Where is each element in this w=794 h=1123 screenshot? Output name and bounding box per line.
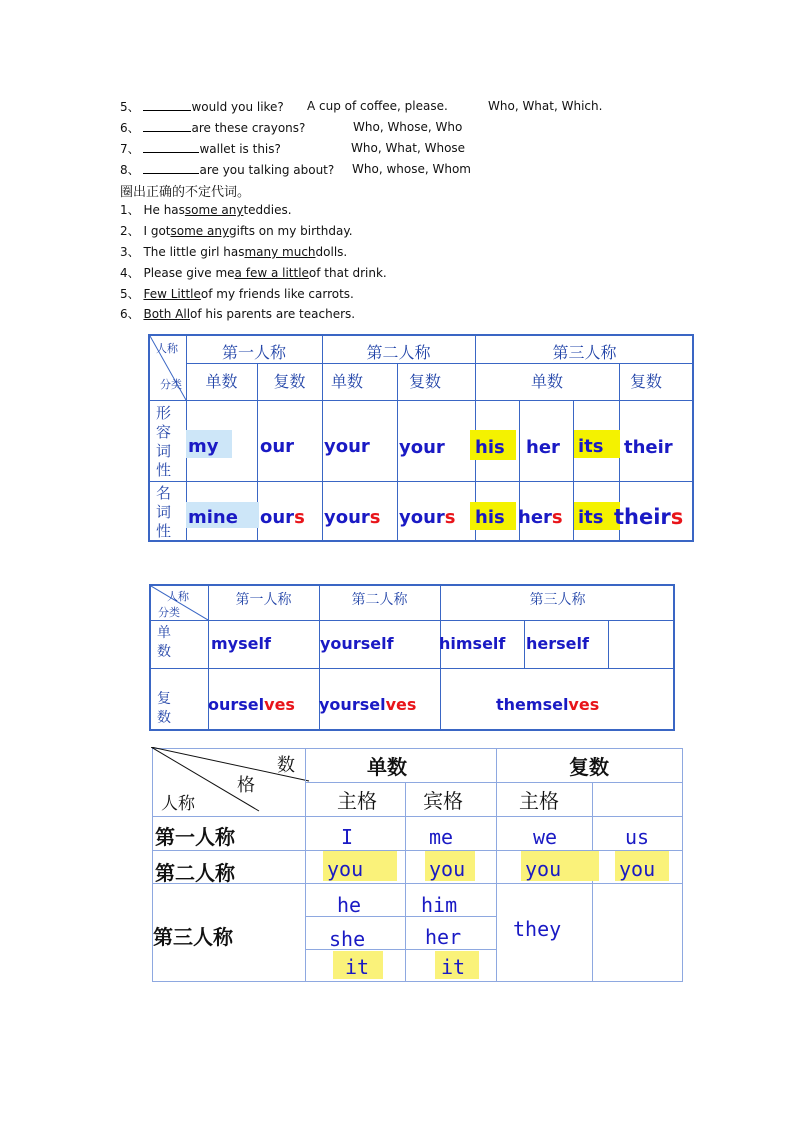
header-singular: 单数 (205, 372, 238, 391)
header-singular: 单数 (367, 755, 407, 779)
corner-number-label: 数 (277, 755, 295, 776)
indef-item (120, 202, 292, 218)
reflexive-yourselves: yourselves (319, 695, 417, 714)
reflexive-themselves: themselves (496, 695, 600, 714)
noun-ours: ours (260, 507, 305, 528)
pronoun-us: us (625, 825, 650, 849)
question-text: wallet is this? (199, 142, 281, 156)
item-choice[interactable]: Both All (143, 307, 191, 321)
question-text: would you like? (191, 100, 284, 114)
noun-yours: yours (324, 507, 381, 528)
adj-your: your (324, 436, 370, 457)
row-first-person: 第一人称 (155, 825, 235, 849)
corner-top-label: 人称 (156, 342, 178, 355)
header-third-person: 第三人称 (552, 343, 617, 362)
question-options: Who, What, Which. (488, 99, 603, 113)
personal-pronoun-table (152, 748, 683, 982)
question-8 (120, 161, 471, 177)
pronoun-you-subj: you (327, 857, 364, 881)
item-number: 1、 (120, 203, 140, 217)
item-pre: The little girl has (143, 245, 245, 259)
pronoun-we: we (533, 825, 558, 849)
adj-their: their (624, 437, 673, 458)
question-7 (120, 140, 466, 156)
row-third-person: 第三人称 (153, 925, 233, 949)
header-singular: 单数 (530, 372, 563, 391)
item-post: of his parents are teachers. (190, 307, 356, 321)
pronoun-it-obj: it (441, 955, 466, 979)
answer-blank[interactable] (143, 140, 199, 153)
question-answer: A cup of coffee, please. (307, 99, 448, 113)
header-subject-case-plural: 主格 (519, 789, 559, 813)
item-choice[interactable]: some any (170, 224, 230, 238)
indef-item (120, 223, 353, 239)
corner-bottom-label: 分类 (160, 378, 182, 391)
adj-her: her (526, 437, 560, 458)
possessive-table (148, 334, 694, 542)
item-post: teddies. (243, 203, 292, 217)
answer-blank[interactable] (143, 161, 199, 174)
adj-its: its (578, 436, 604, 457)
question-5 (120, 98, 603, 114)
pronoun-you-plural-obj: you (619, 857, 656, 881)
noun-mine: mine (188, 507, 238, 528)
item-number: 6、 (120, 307, 140, 321)
answer-blank[interactable] (143, 98, 191, 111)
pronoun-it-subj: it (345, 955, 370, 979)
question-options: Who, whose, Whom (352, 162, 471, 176)
item-post: of my friends like carrots. (200, 287, 354, 301)
header-plural: 复数 (629, 372, 662, 391)
noun-hers: hers (518, 507, 563, 528)
row-label-plural: 复 数 (157, 691, 171, 726)
item-choice[interactable]: some any (184, 203, 244, 217)
indef-item (120, 286, 354, 302)
reflexive-table (149, 584, 675, 731)
item-pre: I got (143, 224, 171, 238)
indef-item (120, 306, 355, 322)
section-heading: 圈出正确的不定代词。 (120, 185, 251, 200)
question-number: 8、 (120, 163, 140, 177)
header-first-person: 第一人称 (235, 592, 292, 608)
pronoun-you-obj: you (429, 857, 466, 881)
header-subject-case: 主格 (337, 789, 377, 813)
header-first-person: 第一人称 (221, 343, 286, 362)
row-label-noun: 名 词 性 (156, 484, 172, 540)
header-plural: 复数 (273, 372, 306, 391)
question-number: 5、 (120, 100, 140, 114)
item-choice[interactable]: many much (244, 245, 316, 259)
item-number: 4、 (120, 266, 140, 280)
row-label-singular: 单 数 (157, 625, 171, 660)
header-second-person: 第二人称 (366, 343, 431, 362)
row-second-person: 第二人称 (155, 861, 235, 885)
pronoun-me: me (429, 825, 454, 849)
corner-person-label: 人称 (161, 794, 195, 814)
item-number: 3、 (120, 245, 140, 259)
reflexive-herself: herself (526, 634, 589, 653)
noun-theirs: theirs (614, 505, 684, 529)
answer-blank[interactable] (143, 119, 191, 132)
adj-your-plural: your (399, 437, 445, 458)
pronoun-I: I (341, 825, 354, 849)
corner-bottom-label: 分类 (158, 606, 180, 619)
header-third-person: 第三人称 (529, 592, 586, 608)
question-number: 6、 (120, 121, 140, 135)
pronoun-he: he (337, 893, 362, 917)
question-text: are these crayons? (191, 121, 306, 135)
item-number: 5、 (120, 287, 140, 301)
pronoun-you-plural-subj: you (525, 857, 562, 881)
question-text: are you talking about? (199, 163, 335, 177)
reflexive-myself: myself (211, 634, 271, 653)
item-number: 2、 (120, 224, 140, 238)
pronoun-her: her (425, 925, 462, 949)
reflexive-yourself: yourself (320, 634, 394, 653)
reflexive-himself: himself (439, 634, 506, 653)
header-singular: 单数 (330, 372, 363, 391)
noun-his: his (475, 507, 505, 528)
item-post: gifts on my birthday. (229, 224, 353, 238)
item-pre: He has (143, 203, 185, 217)
adj-my: my (188, 436, 219, 457)
row-label-adjective: 形 容 词 性 (156, 404, 172, 479)
adj-his: his (475, 437, 505, 458)
adj-our: our (260, 436, 295, 457)
question-number: 7、 (120, 142, 140, 156)
header-object-case: 宾格 (423, 789, 463, 813)
header-second-person: 第二人称 (351, 592, 408, 608)
indef-item (120, 244, 347, 260)
item-post: of that drink. (308, 266, 387, 280)
question-options: Who, What, Whose (351, 141, 466, 155)
item-pre: Please give me (143, 266, 235, 280)
corner-case-label: 格 (237, 775, 255, 796)
reflexive-ourselves: ourselves (208, 695, 295, 714)
question-6 (120, 119, 463, 135)
header-plural: 复数 (408, 372, 441, 391)
noun-its: its (578, 507, 604, 528)
pronoun-they: they (513, 917, 562, 941)
pronoun-him: him (421, 893, 458, 917)
item-choice[interactable]: Few Little (143, 287, 201, 301)
pronoun-she: she (329, 927, 366, 951)
question-options: Who, Whose, Who (353, 120, 463, 134)
indef-item (120, 265, 387, 281)
header-plural: 复数 (569, 755, 609, 779)
item-post: dolls. (315, 245, 348, 259)
corner-top-label: 人称 (167, 590, 189, 603)
item-choice[interactable]: a few a little (234, 266, 309, 280)
noun-yours-plural: yours (399, 507, 456, 528)
